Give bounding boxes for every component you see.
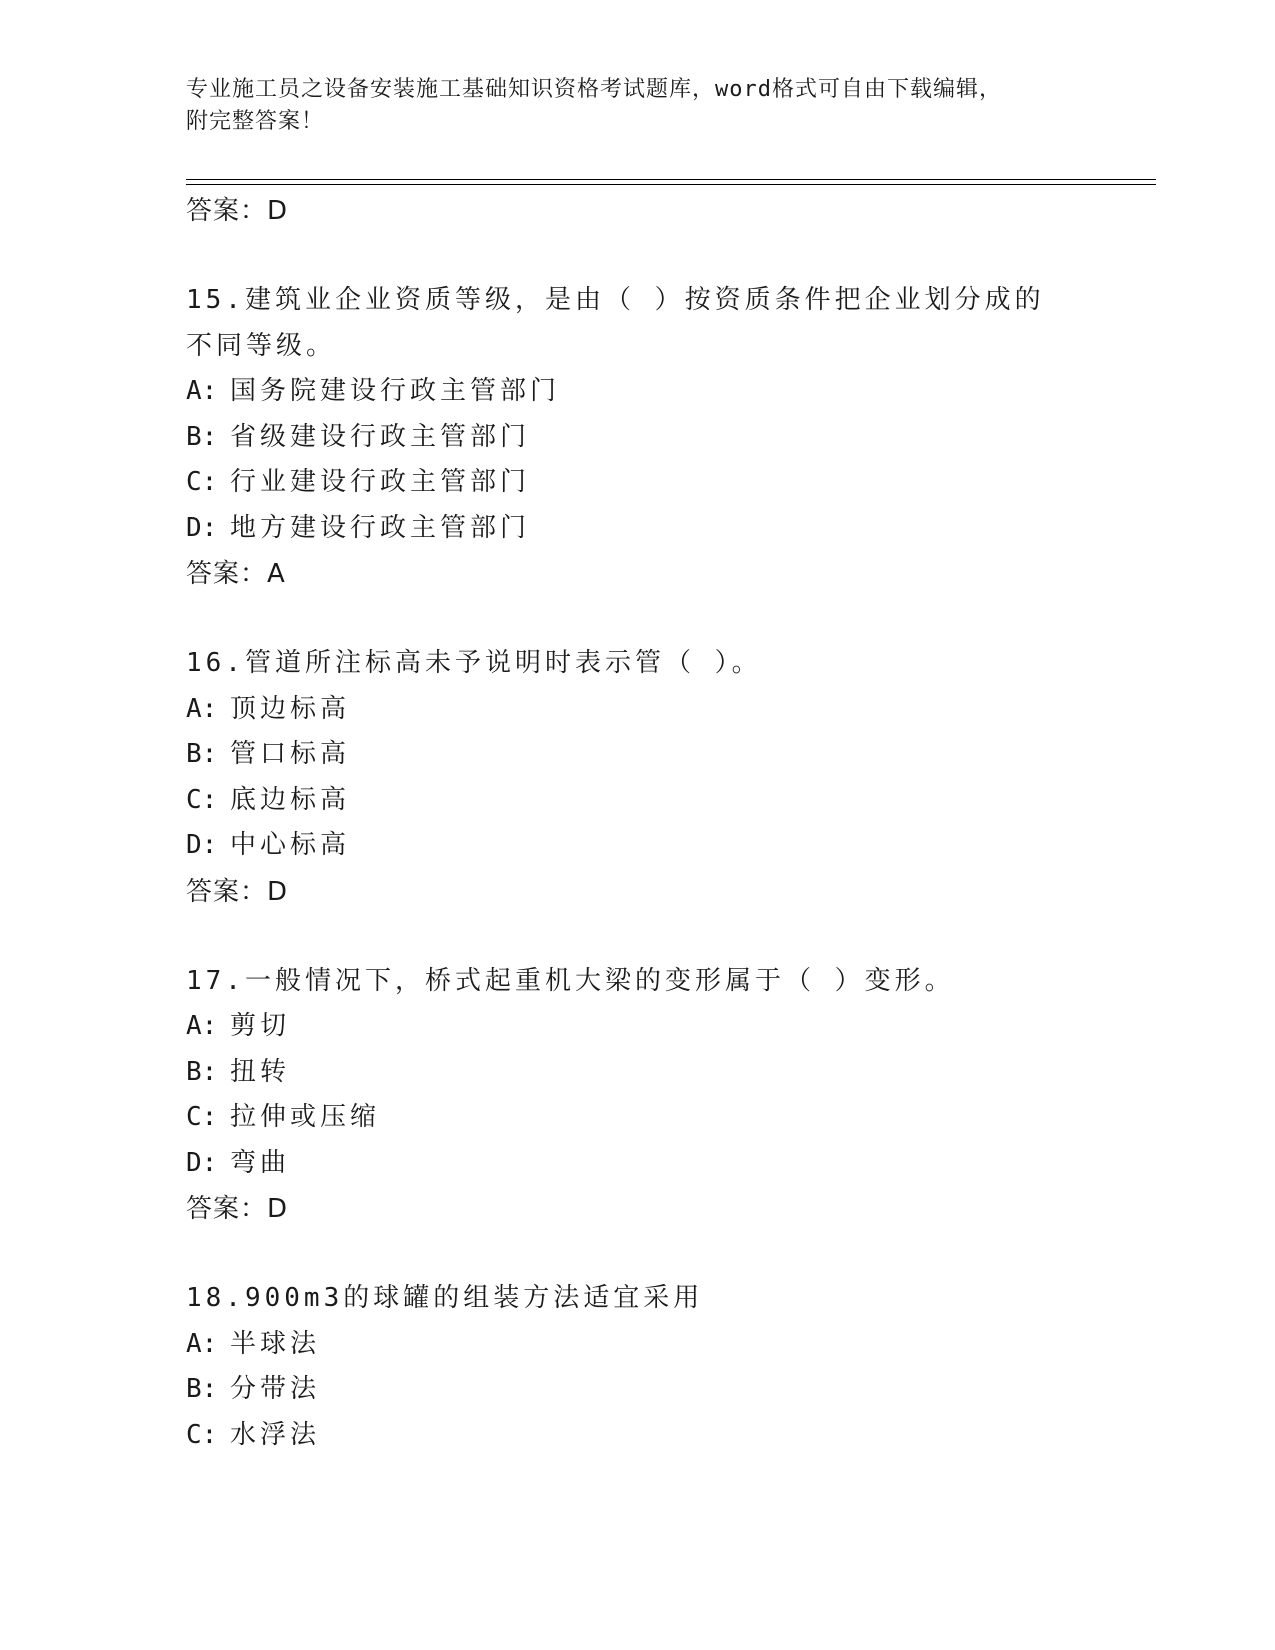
option-c: [186, 1413, 1146, 1459]
option-text: 水浮法: [230, 1419, 321, 1450]
option-letter: A:: [186, 1011, 218, 1041]
option-text: 中心标高: [230, 830, 351, 860]
option-letter: D:: [186, 1147, 218, 1178]
answer-line-previous: 答案：D: [186, 196, 289, 226]
question-list: [186, 188, 1146, 1458]
option-letter: A:: [186, 1328, 218, 1359]
option-text: 行业建设行政主管部门: [230, 467, 531, 497]
option-text: 半球法: [230, 1328, 321, 1359]
option-a: [186, 687, 1146, 733]
option-c: [186, 460, 1146, 506]
option-a: [186, 1322, 1146, 1368]
option-text: 扭转: [230, 1056, 291, 1087]
option-text: 省级建设行政主管部门: [230, 421, 531, 452]
answer-line: 答案：A: [186, 559, 286, 589]
option-text: 地方建设行政主管部门: [230, 512, 531, 543]
option-c: [186, 778, 1146, 824]
option-text: 剪切: [230, 1011, 291, 1041]
answer-line: 答案：D: [186, 1194, 289, 1224]
option-b: [186, 1367, 1146, 1413]
question-block-15: [186, 278, 1146, 597]
option-letter: C:: [186, 1419, 218, 1450]
option-letter: B:: [186, 421, 218, 452]
option-d: [186, 823, 1146, 869]
question-stem: 15.建筑业企业资质等级，是由（ ）按资质条件把企业划分成的不同等级。: [186, 285, 1045, 361]
question-block-16: [186, 641, 1146, 915]
option-text: 底边标高: [230, 784, 351, 815]
option-c: [186, 1095, 1146, 1141]
option-letter: C:: [186, 467, 218, 497]
option-text: 管口标高: [230, 739, 351, 769]
option-letter: C:: [186, 784, 218, 815]
option-text: 国务院建设行政主管部门: [230, 376, 561, 406]
option-d: [186, 506, 1146, 552]
option-letter: A:: [186, 376, 218, 406]
option-letter: B:: [186, 1056, 218, 1087]
option-b: [186, 732, 1146, 778]
option-letter: A:: [186, 693, 218, 724]
option-a: [186, 1004, 1146, 1050]
header-line-2: 附完整答案！: [186, 109, 325, 134]
option-text: 顶边标高: [230, 693, 351, 724]
option-letter: D:: [186, 830, 218, 860]
answer-line: 答案：D: [186, 876, 289, 907]
option-d: [186, 1141, 1146, 1187]
option-text: 分带法: [230, 1374, 321, 1404]
question-stem: 17.一般情况下，桥式起重机大梁的变形属于（ ）变形。: [186, 965, 955, 996]
header-rule-top: [186, 179, 1156, 180]
header-line-1: 专业施工员之设备安装施工基础知识资格考试题库，word格式可自由下载编辑，: [186, 77, 1002, 102]
question-block-18: [186, 1276, 1146, 1458]
question-stem: 16.管道所注标高未予说明时表示管（ ）。: [186, 648, 762, 678]
option-letter: B:: [186, 1374, 218, 1404]
option-letter: B:: [186, 739, 218, 769]
option-b: [186, 1050, 1146, 1096]
question-stem: 18.900m3的球罐的组装方法适宜采用: [186, 1283, 704, 1313]
option-text: 拉伸或压缩: [230, 1102, 381, 1132]
option-b: [186, 415, 1146, 461]
header-rule-bottom: [186, 184, 1156, 185]
option-text: 弯曲: [230, 1147, 291, 1178]
question-block-17: [186, 959, 1146, 1233]
option-a: [186, 369, 1146, 415]
document-header: [186, 74, 1086, 138]
option-letter: C:: [186, 1102, 218, 1132]
option-letter: D:: [186, 512, 218, 543]
